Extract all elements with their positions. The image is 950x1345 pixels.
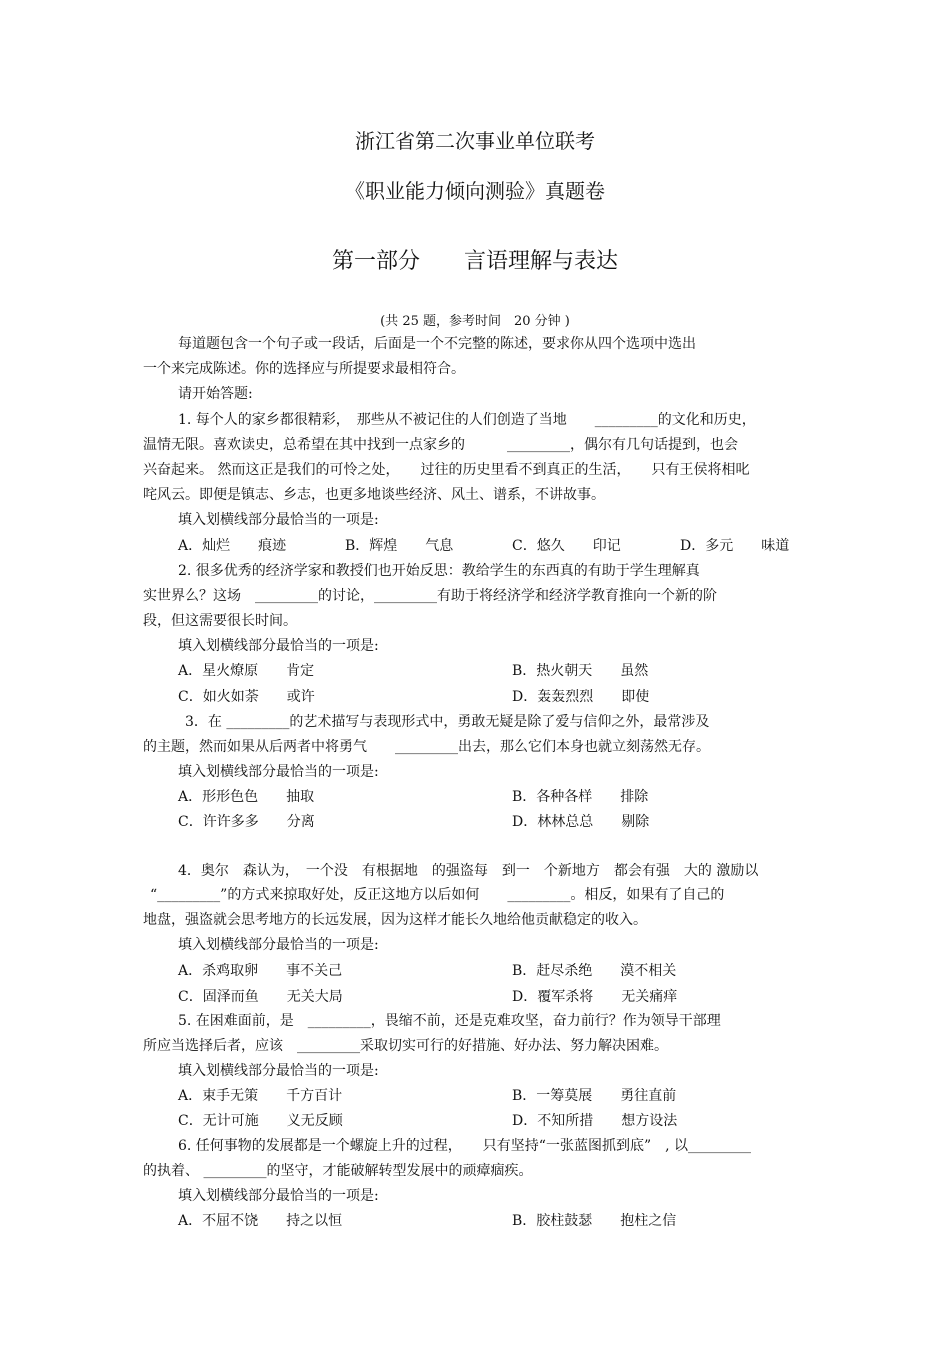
question-1-text: 兴奋起来。 然而这正是我们的可怜之处， 过往的历史里看不到真正的生活， 只有王侯将相叱: [143, 462, 750, 478]
question-4-text: 地盘，强盗就会思考地方的长远发展，因为这样才能长久地给他贡献稳定的收入。: [143, 912, 647, 928]
option-a: A．灿烂 痕迹: [178, 538, 287, 554]
option-d: D．林林总总 剔除: [512, 814, 650, 830]
option-d: D．不知所措 想方设法: [512, 1113, 678, 1129]
question-2-text: 实世界么？这场 _________的讨论，_________有助于将经济学和经济学教育推向一个新的阶: [143, 588, 717, 604]
question-prompt: 填入划横线部分最恰当的一项是:: [178, 764, 379, 780]
question-4-text: “_________”的方式来掠取好处，反正这地方以后如何 _________。相反，如果有了自己的: [150, 887, 725, 903]
section-heading: 第一部分 言语理解与表达: [331, 249, 618, 274]
option-c: C．如火如荼 或许: [178, 689, 315, 705]
exam-subtitle: 《职业能力倾向测验》真题卷: [345, 179, 605, 203]
question-2-text: 2. 很多优秀的经济学家和教授们也开始反思：教给学生的东西真的有助于学生理解真: [178, 563, 700, 579]
option-b: B．胶柱鼓瑟 抱柱之信: [512, 1213, 677, 1229]
option-a: A．杀鸡取卵 事不关己: [178, 963, 343, 979]
intro-start: 请开始答题:: [178, 386, 253, 402]
question-prompt: 填入划横线部分最恰当的一项是:: [178, 512, 379, 528]
question-4-text: 4．奥尔 森认为， 一个没 有根据地 的强盗每 到一 个新地方 都会有强 大的 激励以: [178, 863, 759, 879]
section-info: (共 25 题，参考时间 20 分钟 ): [380, 314, 570, 329]
question-1-text: 1. 每个人的家乡都很精彩， 那些从不被记住的人们创造了当地 _________的文化和历史，: [178, 412, 756, 428]
option-a: A．不屈不饶 持之以恒: [178, 1213, 343, 1229]
option-c: C．许许多多 分离: [178, 814, 315, 830]
option-a: A．束手无策 千方百计: [178, 1088, 343, 1104]
option-d: D．多元 味道: [680, 538, 790, 554]
question-2-text: 段，但这需要很长时间。: [143, 613, 297, 629]
question-3-text: 3．在 _________的艺术描写与表现形式中，勇敢无疑是除了爱与信仰之外，最常涉及: [185, 714, 710, 730]
option-c: C．固泽而鱼 无关大局: [178, 989, 343, 1005]
option-d: D．覆军杀将 无关痛痒: [512, 989, 678, 1005]
question-prompt: 填入划横线部分最恰当的一项是:: [178, 1188, 379, 1204]
option-b: B．赶尽杀绝 漠不相关: [512, 963, 677, 979]
question-prompt: 填入划横线部分最恰当的一项是:: [178, 937, 379, 953]
question-3-text: 的主题，然而如果从后两者中将勇气 _________出去，那么它们本身也就立刻荡然无存。: [143, 739, 710, 755]
option-a: A．星火燎原 肯定: [178, 663, 315, 679]
question-6-text: 6. 任何事物的发展都是一个螺旋上升的过程， 只有坚持“一张蓝图抓到底” , 以_________: [178, 1138, 752, 1154]
exam-title: 浙江省第二次事业单位联考: [355, 129, 595, 153]
option-c: C．悠久 印记: [512, 538, 621, 554]
option-c: C．无计可施 义无反顾: [178, 1113, 343, 1129]
intro-line: 每道题包含一个句子或一段话，后面是一个不完整的陈述，要求你从四个选项中选出: [178, 336, 696, 352]
question-prompt: 填入划横线部分最恰当的一项是:: [178, 1063, 379, 1079]
option-b: B．辉煌 气息: [345, 538, 454, 554]
question-5-text: 5. 在困难面前，是 _________，畏缩不前，还是克难攻坚，奋力前行？作为领导干部理: [178, 1013, 721, 1029]
question-6-text: 的执着、 _________的坚守，才能破解转型发展中的顽瘴痼疾。: [143, 1163, 533, 1179]
question-1-text: 温情无限。喜欢读史，总希望在其中找到一点家乡的 _________，偶尔有几句话提到，也会: [143, 437, 738, 453]
question-5-text: 所应当选择后者，应该 _________采取切实可行的好措施、好办法、努力解决困难。: [143, 1038, 668, 1054]
question-1-text: 咤风云。即便是镇志、乡志，也更多地谈些经济、风土、谱系，不讲故事。: [143, 487, 605, 503]
option-d: D．轰轰烈烈 即使: [512, 689, 650, 705]
option-b: B．一筹莫展 勇往直前: [512, 1088, 677, 1104]
question-prompt: 填入划横线部分最恰当的一项是:: [178, 638, 379, 654]
option-b: B．各种各样 排除: [512, 789, 649, 805]
option-b: B．热火朝天 虽然: [512, 663, 649, 679]
option-a: A．形形色色 抽取: [178, 789, 315, 805]
intro-line: 一个来完成陈述。你的选择应与所提要求最相符合。: [143, 361, 465, 377]
